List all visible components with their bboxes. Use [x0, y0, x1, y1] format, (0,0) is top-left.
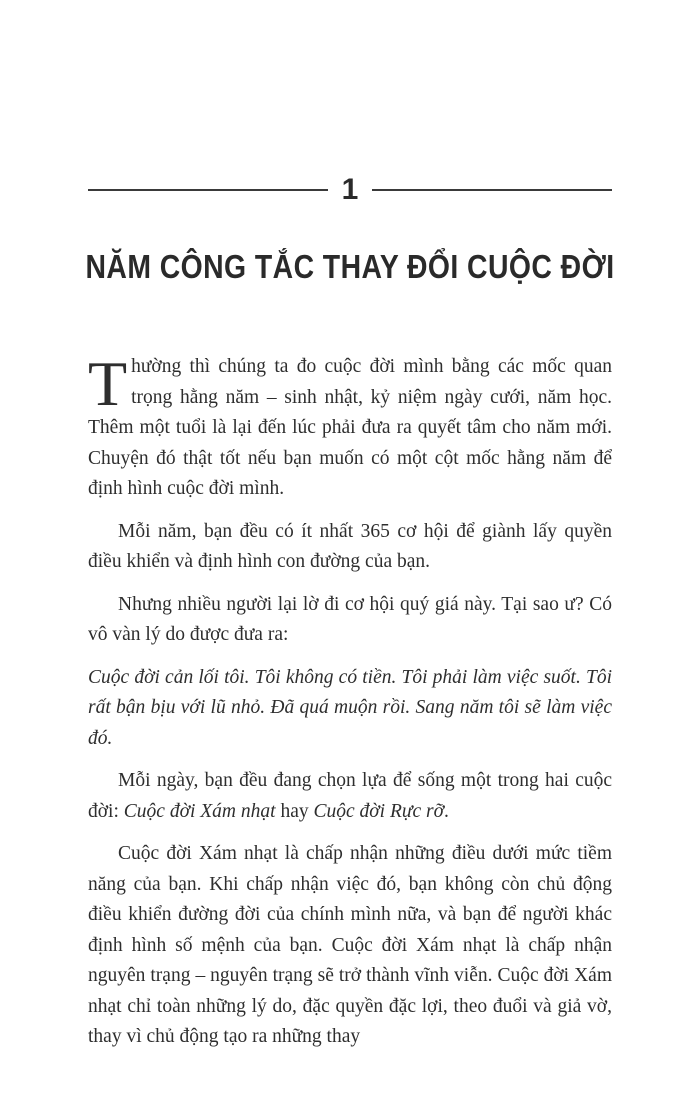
paragraph-1	[88, 348, 612, 505]
paragraph-1-text: hường thì chúng ta đo cuộc đời mình bằng các mốc quan trọng hằng năm – sinh nhật, kỷ niệm ngày cưới, năm học. Thêm một tuổi là lại đến lúc phải đưa ra quyết tâm cho năm mới. Chuyện đó thật tốt nếu bạn muốn có một cột mốc hằng năm để định hình cuộc đời mình.	[88, 356, 612, 499]
paragraph-6: Cuộc đời Xám nhạt là chấp nhận những điều dưới mức tiềm năng của bạn. Khi chấp nhận việc đó, bạn không còn chủ động điều khiển đường đời của chính mình nữa, và bạn để người khác định hình số mệnh của bạn. Cuộc đời Xám nhạt là chấp nhận nguyên trạng – nguyên trạng sẽ trở thành vĩnh viễn. Cuộc đời Xám nhạt chỉ toàn những lý do, đặc quyền đặc lợi, theo đuổi và giả vờ, thay vì chủ động tạo ra những thay	[88, 843, 612, 1047]
paragraph-2: Mỗi năm, bạn đều có ít nhất 365 cơ hội để giành lấy quyền điều khiển và định hình con đường của bạn.	[88, 520, 612, 572]
paragraph-5-end: .	[444, 800, 449, 822]
paragraph-4-italic: Cuộc đời cản lối tôi. Tôi không có tiền. Tôi phải làm việc suốt. Tôi rất bận bịu với lũ nhỏ. Đã quá muộn rồi. Sang năm tôi sẽ làm việc đó.	[88, 666, 612, 749]
chapter-number: 1	[341, 173, 359, 206]
divider-line-left	[88, 189, 328, 191]
paragraph-5	[88, 766, 612, 827]
grey-life-term: Cuộc đời Xám nhạt	[123, 800, 276, 822]
drop-cap: T	[88, 348, 128, 419]
chapter-body	[88, 348, 612, 1065]
paragraph-3: Nhưng nhiều người lại lờ đi cơ hội quý giá này. Tại sao ư? Có vô vàn lý do được đưa ra:	[88, 593, 612, 645]
chapter-title: NĂM CÔNG TẮC THAY ĐỔI CUỘC ĐỜI	[85, 248, 615, 285]
paragraph-5-start: Mỗi ngày, bạn đều đang chọn lựa để sống một trong hai cuộc đời:	[88, 770, 612, 822]
brilliant-life-term: Cuộc đời Rực rỡ	[313, 800, 445, 822]
paragraph-5-mid: hay	[275, 800, 314, 822]
divider-line-right	[372, 189, 612, 191]
chapter-divider	[88, 170, 612, 210]
